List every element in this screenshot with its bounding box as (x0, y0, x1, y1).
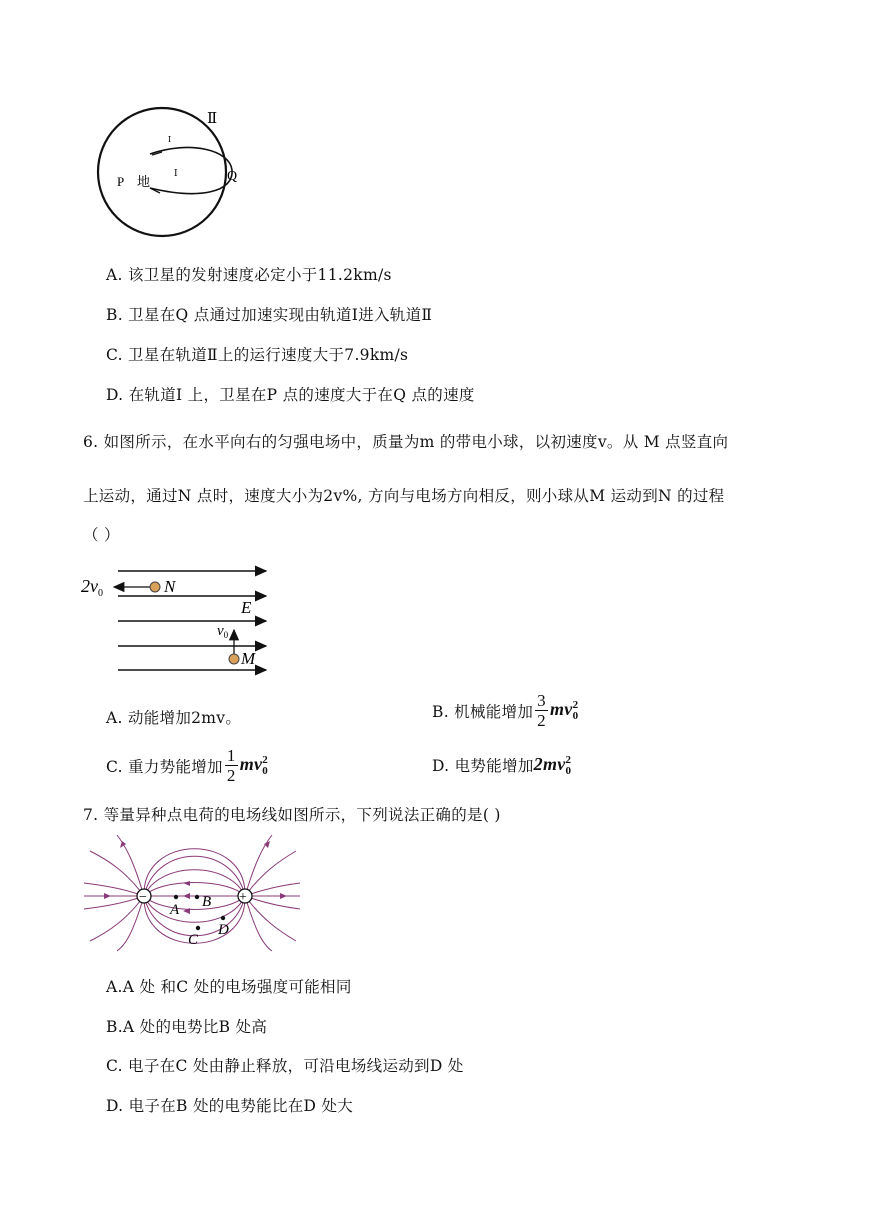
label-P: P (117, 174, 125, 189)
q5-option-d: D. 在轨道Ⅰ 上，卫星在P 点的速度大于在Q 点的速度 (106, 386, 475, 404)
dipole-arrowheads (104, 841, 287, 914)
label-earth: 地 (137, 174, 151, 189)
label-C: C (188, 932, 199, 948)
orbit-I-arrow (150, 152, 162, 193)
q6-option-d-expr: 2mv 2 0 (533, 753, 572, 777)
q5-option-a: A. 该卫星的发射速度必定小于11.2km/s (106, 266, 392, 284)
q6-option-c-expr: mv 2 0 (239, 753, 269, 777)
q6-option-b (432, 692, 578, 729)
q6-stem-line2: 上运动，通过N 点时，速度大小为2v%, 方向与电场方向相反，则小球从M 运动到N 的过程 (83, 487, 725, 505)
q6-option-b-fraction: $\frac{3}{2}$ (537, 691, 546, 730)
q7-option-d: D. 电子在B 处的电势能比在D 处大 (106, 1097, 354, 1115)
label-A: A (170, 902, 180, 918)
orbit-figure (80, 100, 270, 240)
q6-option-d (432, 754, 571, 777)
label-Q: Q (227, 169, 238, 184)
label-v0: $v_0$ (217, 623, 229, 640)
label-II: Ⅱ (207, 111, 218, 127)
q6-option-d-prefix: D. 电势能增加 (432, 757, 534, 776)
q7-option-c: C. 电子在C 处由静止释放，可沿电场线运动到D 处 (106, 1057, 464, 1075)
q6-option-c (106, 747, 268, 784)
q6-option-b-expr: mv 2 0 (549, 698, 579, 722)
q6-option-a: A. 动能增加2mv。 (106, 709, 242, 727)
label-M: M (241, 649, 256, 668)
q6-stem-line1: 6. 如图所示，在水平向右的匀强电场中，质量为m 的带电小球，以初速度v。从 M 点竖直向 (83, 433, 729, 451)
q7-stem: 7. 等量异种点电荷的电场线如图所示，下列说法正确的是( ) (83, 806, 501, 824)
label-I-lower: Ⅰ (174, 168, 178, 178)
minus-sign: − (139, 890, 147, 905)
label-B: B (202, 894, 212, 910)
label-E: E (241, 598, 252, 617)
orbit-I-ellipse (150, 147, 232, 193)
orbit-II-circle (98, 108, 226, 236)
point-C-dot (196, 926, 200, 930)
q6-option-c-prefix: C. 重力势能增加 (106, 757, 223, 776)
ball-N (150, 582, 160, 592)
q7-option-b: B.A 处的电势比B 处高 (106, 1018, 268, 1036)
point-A-dot (174, 895, 178, 899)
field-figure (78, 560, 278, 678)
ball-M (229, 654, 239, 664)
point-D-dot (221, 916, 225, 920)
q7-option-a: A.A 处 和C 处的电场强度可能相同 (106, 978, 352, 996)
plus-sign: + (239, 890, 247, 905)
label-D: D (218, 922, 229, 938)
label-2v0: $2v_0$ (81, 576, 103, 599)
q6-option-b-prefix: B. 机械能增加 (432, 702, 534, 721)
q6-answer-paren: （ ） (83, 526, 120, 544)
point-B-dot (195, 895, 199, 899)
q5-option-c: C. 卫星在轨道Ⅱ上的运行速度大于7.9km/s (106, 346, 409, 364)
dipole-field-figure (82, 833, 302, 953)
q5-option-b: B. 卫星在Q 点通过加速实现由轨道Ⅰ进入轨道Ⅱ (106, 306, 433, 324)
label-N: N (164, 577, 176, 596)
label-I-upper: Ⅰ (168, 135, 172, 144)
q6-option-c-fraction: $\frac{1}{2}$ (226, 746, 236, 785)
